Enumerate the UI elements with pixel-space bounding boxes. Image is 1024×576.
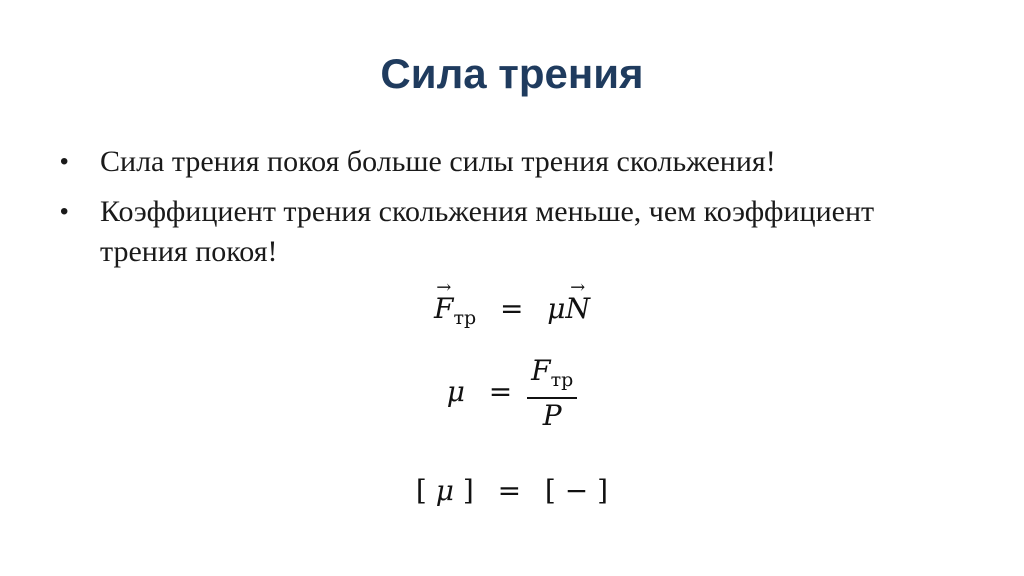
fraction <box>527 356 577 431</box>
subscript-tr: тр <box>453 307 477 329</box>
symbol-mu: μ <box>435 474 454 507</box>
left-bracket: [ <box>415 474 427 507</box>
bullet-item <box>60 192 960 272</box>
formula-units <box>0 474 1024 507</box>
bullet-text: Коэффициент трения скольжения меньше, чем коэффициент трения покоя! <box>100 195 875 268</box>
formula-friction-force <box>0 277 1024 329</box>
equals-sign: = <box>499 292 524 325</box>
right-bracket: ] <box>462 474 474 507</box>
fraction-denominator: P <box>542 399 562 432</box>
symbol-mu: μ <box>547 292 566 325</box>
formula-coefficient <box>0 356 1024 431</box>
equals-sign: = <box>497 474 522 507</box>
symbol-mu: μ <box>446 375 465 408</box>
bullet-item <box>60 142 960 182</box>
right-bracket: ] <box>597 474 609 507</box>
equals-sign: = <box>488 375 513 408</box>
vector-arrow-icon: → <box>570 277 586 298</box>
bullet-list <box>60 142 960 282</box>
bullet-marker: • <box>60 198 69 225</box>
vector-f <box>434 277 454 325</box>
slide-title: Сила трения <box>380 50 644 97</box>
vector-n <box>565 277 590 325</box>
fraction-numerator <box>527 356 577 399</box>
symbol-f: F <box>531 354 551 387</box>
minus-sign: − <box>564 474 589 507</box>
symbol-n: N <box>565 292 590 325</box>
bullet-marker: • <box>60 148 69 175</box>
symbol-f: F <box>434 292 454 325</box>
vector-arrow-icon: → <box>436 277 452 298</box>
bullet-text: Сила трения покоя больше силы трения скольжения! <box>100 145 776 178</box>
subscript-tr: тр <box>550 369 574 391</box>
left-bracket: [ <box>544 474 556 507</box>
